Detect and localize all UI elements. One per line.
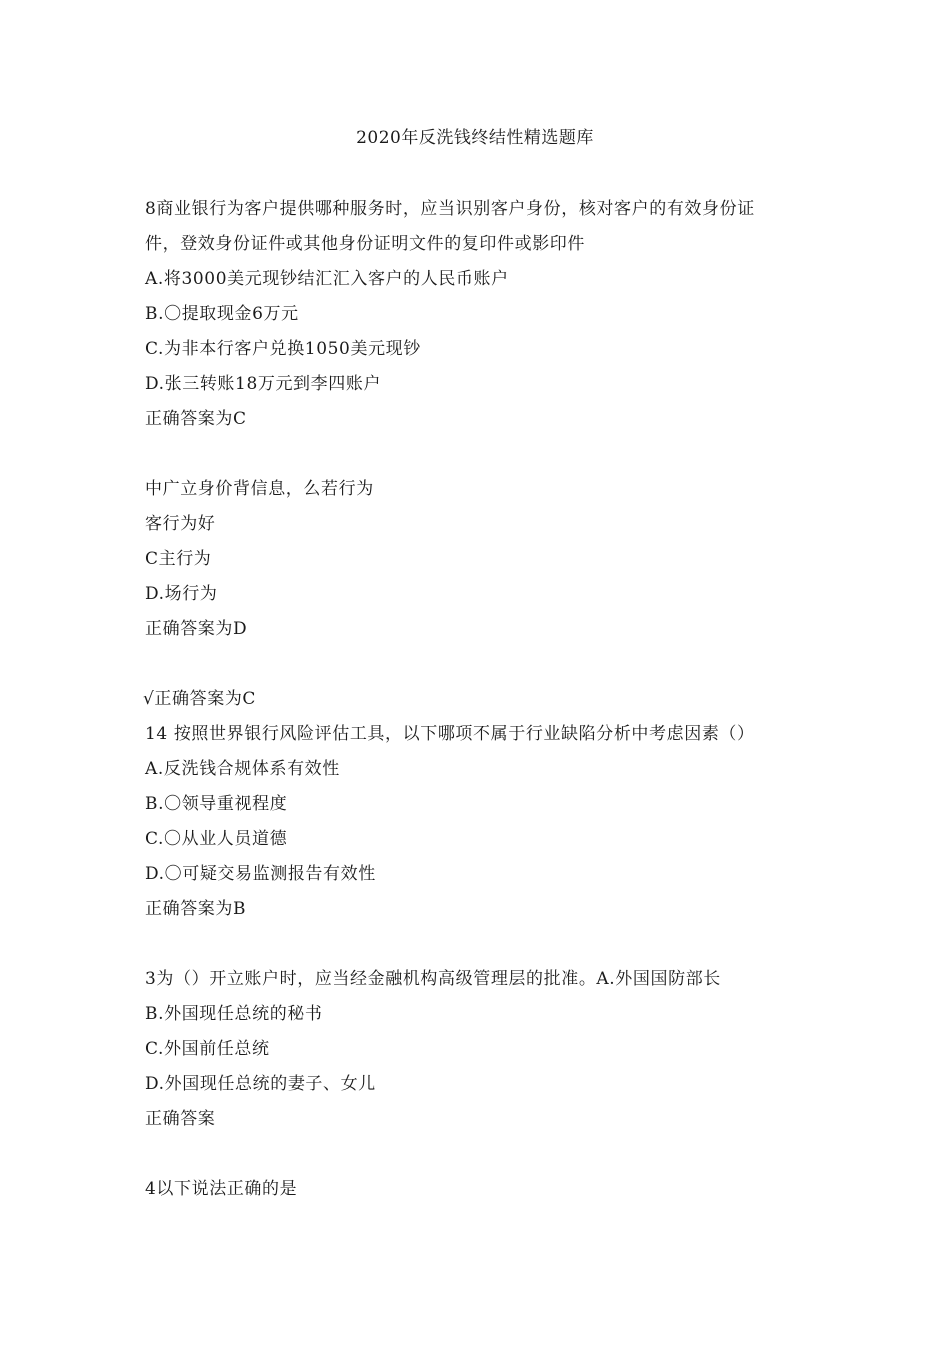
option-b: B.〇领导重视程度 (145, 794, 288, 814)
spacer (145, 437, 815, 472)
question-stem: 8商业银行为客户提供哪种服务时，应当识别客户身份，核对客户的有效身份证 (145, 199, 755, 219)
checked-answer-line: √正确答案为C (143, 689, 257, 709)
question-block (145, 682, 815, 927)
question-stem: 件，登效身份证件或其他身份证明文件的复印件或影印件 (145, 234, 585, 254)
question-stem: 4以下说法正确的是 (145, 1179, 298, 1199)
question-stem: 14 按照世界银行风险评估工具，以下哪项不属于行业缺陷分析中考虑因素（） (145, 724, 755, 744)
option-d: D.张三转账18万元到李四账户 (145, 374, 382, 394)
answer-line: 正确答案为C (145, 409, 247, 429)
option-d: D.〇可疑交易监测报告有效性 (145, 864, 376, 884)
question-block (145, 1172, 815, 1207)
spacer (145, 1137, 815, 1172)
option-a: A.将3000美元现钞结汇汇入客户的人民币账户 (145, 269, 509, 289)
answer-line: 正确答案 (145, 1109, 216, 1129)
question-block (145, 192, 815, 437)
question-stem: 中广立身价背信息，么若行为 (145, 479, 374, 499)
option-line: 客行为好 (145, 514, 216, 534)
option-b: B.〇提取现金6万元 (145, 304, 299, 324)
spacer (145, 927, 815, 962)
option-a: A.反洗钱合规体系有效性 (145, 759, 340, 779)
spacer (145, 647, 815, 682)
question-stem: 3为（）开立账户时，应当经金融机构高级管理层的批准。A.外国国防部长 (145, 969, 721, 989)
option-c: C主行为 (145, 549, 212, 569)
option-d: D.场行为 (145, 584, 218, 604)
question-block (145, 962, 815, 1137)
answer-line: 正确答案为B (145, 899, 247, 919)
option-d: D.外国现任总统的妻子、女儿 (145, 1074, 376, 1094)
option-c: C.为非本行客户兑换1050美元现钞 (145, 339, 421, 359)
question-block (145, 472, 815, 647)
page-title: 2020年反洗钱终结性精选题库 (356, 128, 594, 148)
option-c: C.〇从业人员道德 (145, 829, 288, 849)
option-c: C.外国前任总统 (145, 1039, 270, 1059)
answer-line: 正确答案为D (145, 619, 248, 639)
option-b: B.外国现任总统的秘书 (145, 1004, 323, 1024)
question-list (145, 192, 815, 1207)
